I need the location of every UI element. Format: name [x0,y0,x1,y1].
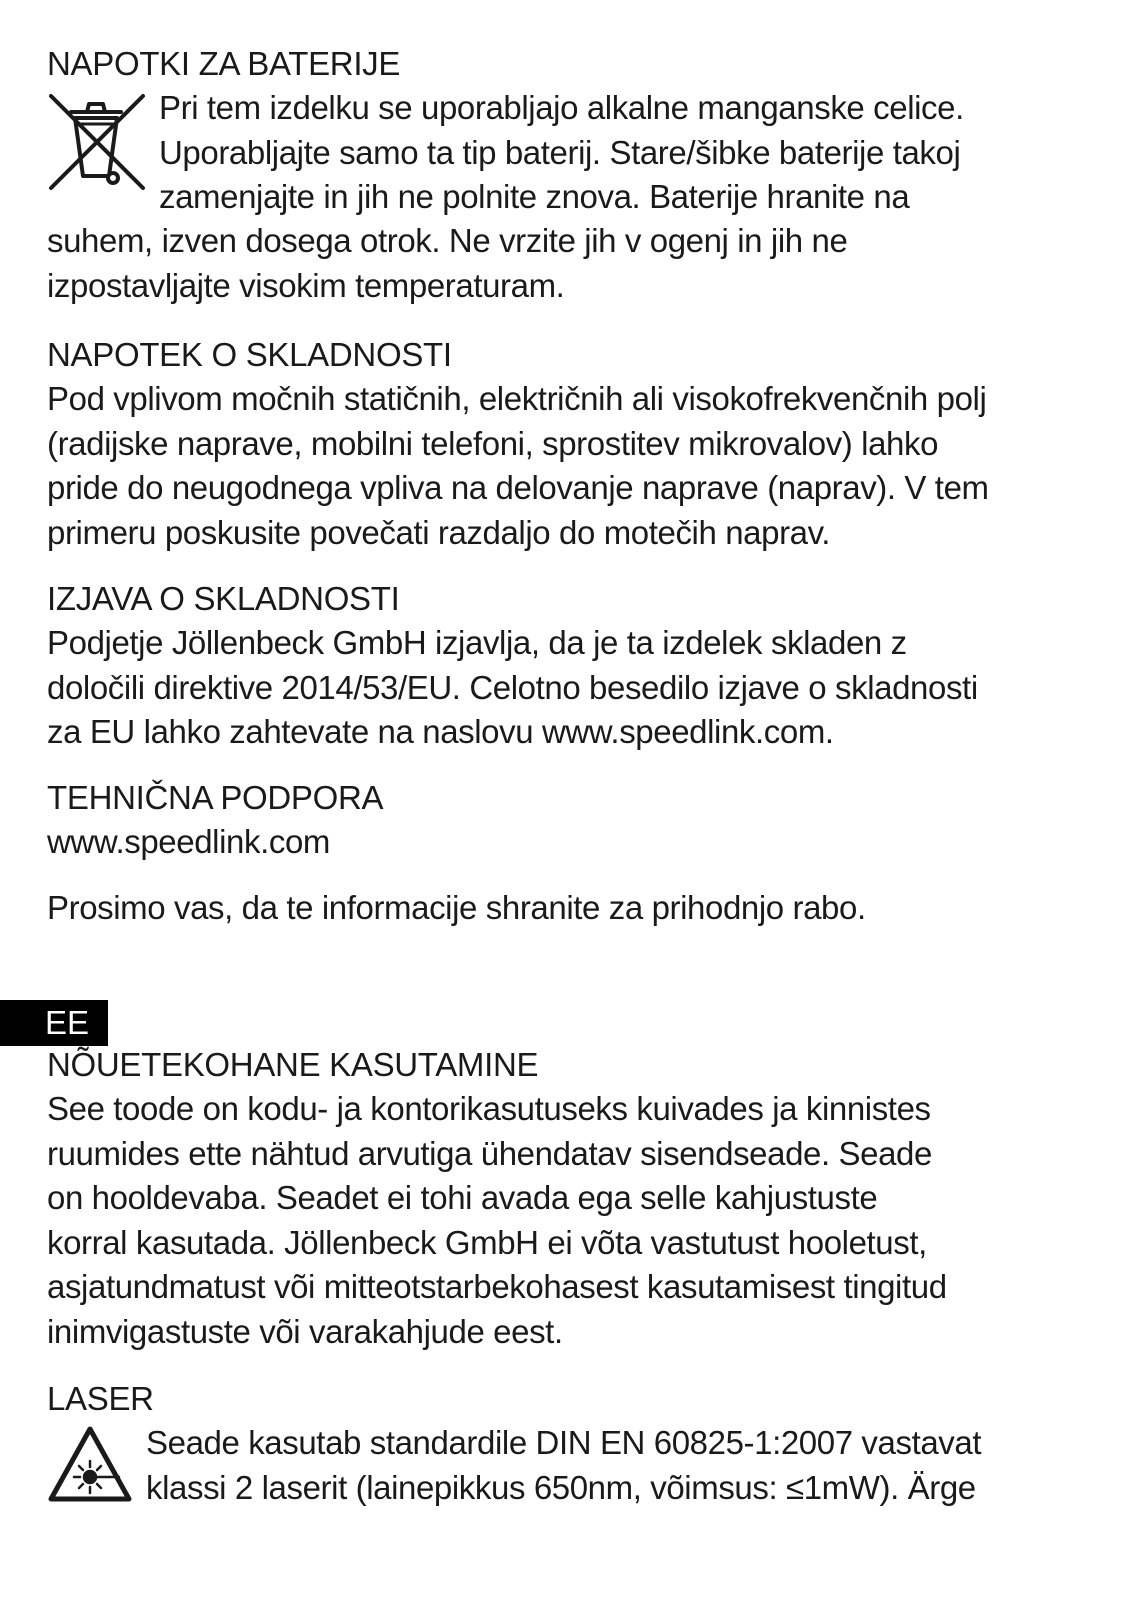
intended-use-line-6: inimvigastuste või varakahjude eest. [47,1312,563,1350]
intended-use-section [47,1043,1087,1354]
intended-use-heading: NÕUETEKOHANE KASUTAMINE [47,1046,539,1083]
battery-text-line-4: suhem, izven dosega otrok. Ne vrzite jih v ogenj in jih ne [47,222,848,259]
compliance-note-line-1: Pod vplivom močnih statičnih, električnih ali visokofrekvenčnih polj [47,380,987,417]
laser-line-2: klassi 2 laserit (lainepikkus 650nm, võimsus: ≤1mW). Ärge [146,1468,976,1506]
intended-use-line-3: on hooldevaba. Seadet ei tohi avada ega selle kahjustuste [47,1179,878,1216]
compliance-note-heading: NAPOTEK O SKLADNOSTI [47,336,452,373]
laser-heading: LASER [47,1380,154,1417]
compliance-note-line-3: pride do neugodnega vpliva na delovanje naprave (naprav). V tem [47,469,989,506]
closing-note-section [47,886,1087,931]
support-heading: TEHNIČNA PODPORA [47,779,384,816]
declaration-line-3: za EU lahko zahtevate na naslovu www.speedlink.com. [47,713,834,750]
compliance-note-line-2: (radijske naprave, mobilni telefoni, sprostitev mikrovalov) lahko [47,424,939,462]
intended-use-line-4: korral kasutada. Jöllenbeck GmbH ei võta vastutust hooletust, [47,1223,927,1261]
battery-heading: NAPOTKI ZA BATERIJE [47,45,401,82]
laser-line-1: Seade kasutab standardile DIN EN 60825-1:2007 vastavat [146,1424,982,1461]
compliance-note-section [47,333,1087,555]
battery-text-line-5: izpostavljajte visokim temperaturam. [47,266,565,304]
crossed-out-bin-icon [47,92,147,197]
closing-note: Prosimo vas, da te informacije shranite za prihodnjo rabo. [47,889,866,926]
intended-use-line-2: ruumides ette nähtud arvutiga ühendatav sisendseade. Seade [47,1134,932,1172]
intended-use-line-1: See toode on kodu- ja kontorikasutuseks kuivades ja kinnistes [47,1090,931,1127]
support-url: www.speedlink.com [47,823,330,860]
language-badge: EE [0,1000,108,1046]
laser-section [47,1377,1087,1516]
battery-section [47,42,1087,308]
battery-text-line-3: zamenjajte in jih ne polnite znova. Baterije hranite na [159,178,910,215]
declaration-section [47,577,1087,755]
compliance-note-line-4: primeru poskusite povečati razdaljo do motečih naprav. [47,513,831,551]
battery-text-line-1: Pri tem izdelku se uporabljajo alkalne manganske celice. [159,89,964,126]
intended-use-line-5: asjatundmatust või mitteotstarbekohasest kasutamisest tingitud [47,1268,947,1305]
battery-text-line-2: Uporabljajte samo ta tip baterij. Stare/šibke baterije takoj [159,133,961,171]
declaration-line-2: določili direktive 2014/53/EU. Celotno besedilo izjave o skladnosti [47,668,978,706]
declaration-heading: IZJAVA O SKLADNOSTI [47,580,400,617]
declaration-line-1: Podjetje Jöllenbeck GmbH izjavlja, da je ta izdelek skladen z [47,624,907,661]
laser-warning-icon [47,1425,133,1510]
support-section [47,776,1087,865]
